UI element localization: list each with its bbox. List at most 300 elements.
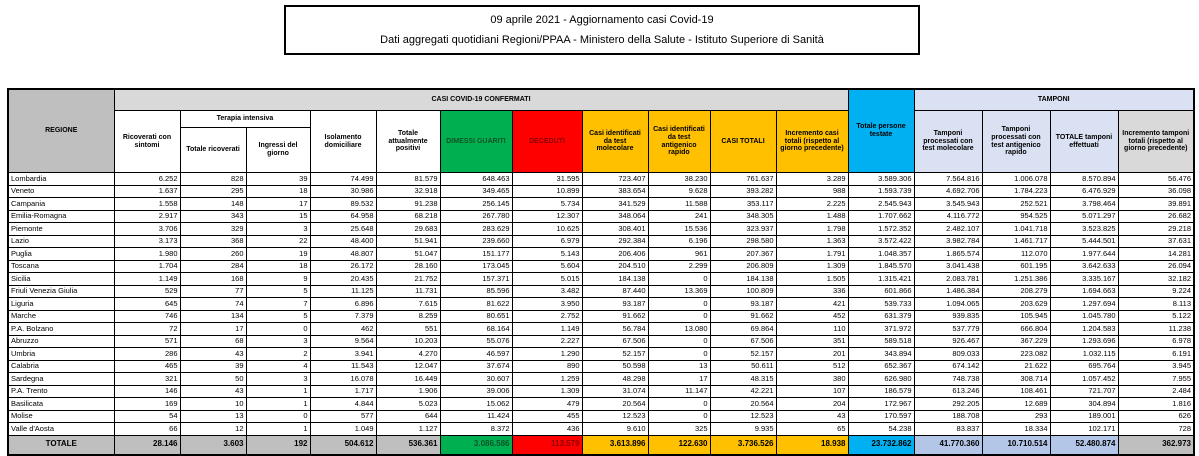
value-cell: 6.978 <box>1118 335 1194 348</box>
value-cell: 18 <box>246 260 310 273</box>
value-cell: 68.164 <box>440 323 512 336</box>
value-cell: 3.950 <box>512 298 582 311</box>
value-cell: 284 <box>180 260 246 273</box>
header-regione: REGIONE <box>8 89 114 173</box>
value-cell: 204.510 <box>582 260 648 273</box>
value-cell: 74.499 <box>310 173 376 186</box>
value-cell: 3.173 <box>114 235 180 248</box>
total-value-cell: 3.613.896 <box>582 435 648 455</box>
value-cell: 1.505 <box>776 273 848 286</box>
value-cell: 112.070 <box>982 248 1050 261</box>
value-cell: 1.637 <box>114 185 180 198</box>
value-cell: 15.062 <box>440 398 512 411</box>
covid-data-table <box>7 88 1195 456</box>
table-row <box>8 223 1194 236</box>
value-cell: 9.935 <box>710 423 776 436</box>
value-cell: 5 <box>246 310 310 323</box>
value-cell: 148 <box>180 198 246 211</box>
value-cell: 2.299 <box>648 260 710 273</box>
value-cell: 746 <box>114 310 180 323</box>
value-cell: 4.844 <box>310 398 376 411</box>
value-cell: 134 <box>180 310 246 323</box>
value-cell: 1.048.357 <box>848 248 914 261</box>
value-cell: 353.117 <box>710 198 776 211</box>
value-cell: 11.424 <box>440 410 512 423</box>
total-value-cell: 28.146 <box>114 435 180 455</box>
value-cell: 20.564 <box>710 398 776 411</box>
table-row <box>8 273 1194 286</box>
value-cell: 54.238 <box>848 423 914 436</box>
value-cell: 3.706 <box>114 223 180 236</box>
value-cell: 93.187 <box>710 298 776 311</box>
value-cell: 108.461 <box>982 385 1050 398</box>
value-cell: 5.444.501 <box>1050 235 1118 248</box>
value-cell: 341.529 <box>582 198 648 211</box>
value-cell: 1.309 <box>512 385 582 398</box>
value-cell: 577 <box>310 410 376 423</box>
region-name: Valle d'Aosta <box>8 423 114 436</box>
value-cell: 0 <box>648 398 710 411</box>
region-name: Puglia <box>8 248 114 261</box>
value-cell: 0 <box>246 323 310 336</box>
value-cell: 0 <box>246 410 310 423</box>
value-cell: 343.894 <box>848 348 914 361</box>
header-group-terapia-intensiva: Terapia intensiva <box>180 111 310 128</box>
value-cell: 304.894 <box>1050 398 1118 411</box>
value-cell: 5.734 <box>512 198 582 211</box>
value-cell: 1 <box>246 385 310 398</box>
value-cell: 2.545.943 <box>848 198 914 211</box>
value-cell: 102.171 <box>1050 423 1118 436</box>
value-cell: 2.484 <box>1118 385 1194 398</box>
value-cell: 2.752 <box>512 310 582 323</box>
header-incremento-tamponi: Incremento tamponi totali (rispetto al giorno precedente) <box>1118 111 1194 173</box>
value-cell: 51.941 <box>376 235 440 248</box>
region-name: Veneto <box>8 185 114 198</box>
value-cell: 1.149 <box>512 323 582 336</box>
value-cell: 512 <box>776 360 848 373</box>
value-cell: 329 <box>180 223 246 236</box>
value-cell: 239.660 <box>440 235 512 248</box>
value-cell: 72 <box>114 323 180 336</box>
value-cell: 1.127 <box>376 423 440 436</box>
value-cell: 12.523 <box>710 410 776 423</box>
region-name: Molise <box>8 410 114 423</box>
value-cell: 172.967 <box>848 398 914 411</box>
value-cell: 7 <box>246 298 310 311</box>
value-cell: 50.598 <box>582 360 648 373</box>
value-cell: 1 <box>246 423 310 436</box>
header-persone-testate: Totale persone testate <box>848 89 914 173</box>
value-cell: 3.289 <box>776 173 848 186</box>
value-cell: 828 <box>180 173 246 186</box>
table-row <box>8 248 1194 261</box>
value-cell: 479 <box>512 398 582 411</box>
table-row <box>8 348 1194 361</box>
value-cell: 17 <box>648 373 710 386</box>
value-cell: 1.290 <box>512 348 582 361</box>
value-cell: 3.798.464 <box>1050 198 1118 211</box>
value-cell: 267.780 <box>440 210 512 223</box>
table-row <box>8 198 1194 211</box>
total-value-cell: 52.480.874 <box>1050 435 1118 455</box>
value-cell: 14.281 <box>1118 248 1194 261</box>
header-group-casi-confermati: CASI COVID-19 CONFERMATI <box>114 89 848 111</box>
value-cell: 1.816 <box>1118 398 1194 411</box>
header-tamponi-molecolare: Tamponi processati con test molecolare <box>914 111 982 173</box>
table-row <box>8 260 1194 273</box>
value-cell: 537.779 <box>914 323 982 336</box>
value-cell: 9.628 <box>648 185 710 198</box>
table-row <box>8 298 1194 311</box>
table-row <box>8 360 1194 373</box>
value-cell: 83.837 <box>914 423 982 436</box>
value-cell: 1.045.780 <box>1050 310 1118 323</box>
value-cell: 1.297.694 <box>1050 298 1118 311</box>
value-cell: 343 <box>180 210 246 223</box>
total-value-cell: 10.710.514 <box>982 435 1050 455</box>
value-cell: 371.972 <box>848 323 914 336</box>
value-cell: 69.864 <box>710 323 776 336</box>
value-cell: 3 <box>246 335 310 348</box>
value-cell: 77 <box>180 285 246 298</box>
value-cell: 89.532 <box>310 198 376 211</box>
value-cell: 6.896 <box>310 298 376 311</box>
region-name: Umbria <box>8 348 114 361</box>
value-cell: 0 <box>648 410 710 423</box>
value-cell: 87.440 <box>582 285 648 298</box>
header-tamponi-antigenico: Tamponi processati con test antigenico rapido <box>982 111 1050 173</box>
value-cell: 2.083.781 <box>914 273 982 286</box>
value-cell: 0 <box>648 310 710 323</box>
value-cell: 1.717 <box>310 385 376 398</box>
value-cell: 761.637 <box>710 173 776 186</box>
value-cell: 26.682 <box>1118 210 1194 223</box>
value-cell: 721.707 <box>1050 385 1118 398</box>
value-cell: 11.543 <box>310 360 376 373</box>
table-row <box>8 323 1194 336</box>
value-cell: 11.238 <box>1118 323 1194 336</box>
value-cell: 5.143 <box>512 248 582 261</box>
value-cell: 601.866 <box>848 285 914 298</box>
value-cell: 613.246 <box>914 385 982 398</box>
value-cell: 368 <box>180 235 246 248</box>
value-cell: 890 <box>512 360 582 373</box>
table-row <box>8 373 1194 386</box>
value-cell: 1.791 <box>776 248 848 261</box>
value-cell: 6.476.929 <box>1050 185 1118 198</box>
table-row <box>8 385 1194 398</box>
value-cell: 16.449 <box>376 373 440 386</box>
value-cell: 51.047 <box>376 248 440 261</box>
value-cell: 10.899 <box>512 185 582 198</box>
total-value-cell: 122.630 <box>648 435 710 455</box>
table-body <box>8 173 1194 455</box>
value-cell: 17 <box>180 323 246 336</box>
region-name: Friuli Venezia Giulia <box>8 285 114 298</box>
value-cell: 15 <box>246 210 310 223</box>
value-cell: 8.259 <box>376 310 440 323</box>
value-cell: 91.662 <box>582 310 648 323</box>
value-cell: 748.738 <box>914 373 982 386</box>
value-cell: 421 <box>776 298 848 311</box>
value-cell: 184.138 <box>582 273 648 286</box>
value-cell: 926.467 <box>914 335 982 348</box>
value-cell: 961 <box>648 248 710 261</box>
value-cell: 292.384 <box>582 235 648 248</box>
value-cell: 10.203 <box>376 335 440 348</box>
value-cell: 3.335.167 <box>1050 273 1118 286</box>
value-cell: 21.752 <box>376 273 440 286</box>
value-cell: 11.731 <box>376 285 440 298</box>
value-cell: 1.204.583 <box>1050 323 1118 336</box>
value-cell: 151.177 <box>440 248 512 261</box>
value-cell: 29.218 <box>1118 223 1194 236</box>
value-cell: 12.047 <box>376 360 440 373</box>
value-cell: 54 <box>114 410 180 423</box>
value-cell: 2.227 <box>512 335 582 348</box>
value-cell: 93.187 <box>582 298 648 311</box>
value-cell: 9.564 <box>310 335 376 348</box>
value-cell: 4 <box>246 360 310 373</box>
value-cell: 80.651 <box>440 310 512 323</box>
value-cell: 37.631 <box>1118 235 1194 248</box>
value-cell: 18.334 <box>982 423 1050 436</box>
value-cell: 105.945 <box>982 310 1050 323</box>
value-cell: 12.689 <box>982 398 1050 411</box>
value-cell: 50 <box>180 373 246 386</box>
header-totale-tamponi: TOTALE tamponi effettuati <box>1050 111 1118 173</box>
value-cell: 7.615 <box>376 298 440 311</box>
value-cell: 3.982.784 <box>914 235 982 248</box>
value-cell: 30.986 <box>310 185 376 198</box>
header-attualmente-positivi: Totale attualmente positivi <box>376 111 440 173</box>
value-cell: 286 <box>114 348 180 361</box>
value-cell: 321 <box>114 373 180 386</box>
value-cell: 81.622 <box>440 298 512 311</box>
value-cell: 293 <box>982 410 1050 423</box>
value-cell: 1.309 <box>776 260 848 273</box>
value-cell: 308.401 <box>582 223 648 236</box>
value-cell: 107 <box>776 385 848 398</box>
value-cell: 260 <box>180 248 246 261</box>
value-cell: 666.804 <box>982 323 1050 336</box>
value-cell: 43 <box>776 410 848 423</box>
value-cell: 5.023 <box>376 398 440 411</box>
total-value-cell: 113.579 <box>512 435 582 455</box>
value-cell: 2 <box>246 348 310 361</box>
value-cell: 3 <box>246 373 310 386</box>
value-cell: 11.147 <box>648 385 710 398</box>
value-cell: 539.733 <box>848 298 914 311</box>
value-cell: 436 <box>512 423 582 436</box>
value-cell: 91.238 <box>376 198 440 211</box>
value-cell: 7.955 <box>1118 373 1194 386</box>
value-cell: 184.138 <box>710 273 776 286</box>
value-cell: 298.580 <box>710 235 776 248</box>
value-cell: 64.958 <box>310 210 376 223</box>
total-value-cell: 3.086.586 <box>440 435 512 455</box>
region-name: Lazio <box>8 235 114 248</box>
value-cell: 367.229 <box>982 335 1050 348</box>
value-cell: 652.367 <box>848 360 914 373</box>
value-cell: 626 <box>1118 410 1194 423</box>
value-cell: 1.293.696 <box>1050 335 1118 348</box>
total-value-cell: 3.736.526 <box>710 435 776 455</box>
header-terapia-totale-ricoverati: Totale ricoverati <box>180 128 246 173</box>
value-cell: 383.654 <box>582 185 648 198</box>
value-cell: 10.625 <box>512 223 582 236</box>
value-cell: 203.629 <box>982 298 1050 311</box>
region-name: P.A. Bolzano <box>8 323 114 336</box>
value-cell: 37.674 <box>440 360 512 373</box>
region-name: Sicilia <box>8 273 114 286</box>
total-value-cell: 41.770.360 <box>914 435 982 455</box>
header-deceduti: DECEDUTI <box>512 111 582 173</box>
value-cell: 295 <box>180 185 246 198</box>
value-cell: 6.252 <box>114 173 180 186</box>
value-cell: 1.259 <box>512 373 582 386</box>
value-cell: 1.049 <box>310 423 376 436</box>
value-cell: 46.597 <box>440 348 512 361</box>
value-cell: 85.596 <box>440 285 512 298</box>
value-cell: 31.074 <box>582 385 648 398</box>
value-cell: 20.435 <box>310 273 376 286</box>
value-cell: 13 <box>648 360 710 373</box>
value-cell: 42.221 <box>710 385 776 398</box>
value-cell: 6.191 <box>1118 348 1194 361</box>
value-cell: 43 <box>180 385 246 398</box>
value-cell: 91.662 <box>710 310 776 323</box>
value-cell: 1.486.384 <box>914 285 982 298</box>
value-cell: 43 <box>180 348 246 361</box>
value-cell: 206.809 <box>710 260 776 273</box>
value-cell: 11.125 <box>310 285 376 298</box>
total-value-cell: 362.973 <box>1118 435 1194 455</box>
value-cell: 30.607 <box>440 373 512 386</box>
value-cell: 3.642.633 <box>1050 260 1118 273</box>
value-cell: 455 <box>512 410 582 423</box>
region-name: P.A. Trento <box>8 385 114 398</box>
value-cell: 393.282 <box>710 185 776 198</box>
value-cell: 462 <box>310 323 376 336</box>
value-cell: 252.521 <box>982 198 1050 211</box>
value-cell: 0 <box>648 298 710 311</box>
value-cell: 5.071.297 <box>1050 210 1118 223</box>
value-cell: 39.891 <box>1118 198 1194 211</box>
value-cell: 3.523.825 <box>1050 223 1118 236</box>
value-cell: 809.033 <box>914 348 982 361</box>
value-cell: 39 <box>246 173 310 186</box>
header-isolamento-domiciliare: Isolamento domiciliare <box>310 111 376 173</box>
value-cell: 207.367 <box>710 248 776 261</box>
value-cell: 1.558 <box>114 198 180 211</box>
value-cell: 1.032.115 <box>1050 348 1118 361</box>
value-cell: 19 <box>246 248 310 261</box>
value-cell: 5.015 <box>512 273 582 286</box>
value-cell: 11.588 <box>648 198 710 211</box>
value-cell: 52.157 <box>710 348 776 361</box>
value-cell: 1.488 <box>776 210 848 223</box>
value-cell: 168 <box>180 273 246 286</box>
value-cell: 32.918 <box>376 185 440 198</box>
region-name: Lombardia <box>8 173 114 186</box>
value-cell: 100.809 <box>710 285 776 298</box>
value-cell: 7.564.816 <box>914 173 982 186</box>
value-cell: 55.076 <box>440 335 512 348</box>
value-cell: 66 <box>114 423 180 436</box>
value-cell: 529 <box>114 285 180 298</box>
value-cell: 256.145 <box>440 198 512 211</box>
value-cell: 32.182 <box>1118 273 1194 286</box>
value-cell: 695.764 <box>1050 360 1118 373</box>
value-cell: 2.917 <box>114 210 180 223</box>
header-casi-test-antigenico: Casi identificati da test antigenico rapido <box>648 111 710 173</box>
value-cell: 22 <box>246 235 310 248</box>
value-cell: 1.149 <box>114 273 180 286</box>
value-cell: 67.506 <box>710 335 776 348</box>
region-name: Emilia-Romagna <box>8 210 114 223</box>
value-cell: 188.708 <box>914 410 982 423</box>
value-cell: 204 <box>776 398 848 411</box>
value-cell: 0 <box>648 348 710 361</box>
value-cell: 28.160 <box>376 260 440 273</box>
value-cell: 186.579 <box>848 385 914 398</box>
value-cell: 9 <box>246 273 310 286</box>
header-group-tamponi: TAMPONI <box>914 89 1194 111</box>
value-cell: 1.906 <box>376 385 440 398</box>
value-cell: 223.082 <box>982 348 1050 361</box>
value-cell: 13 <box>180 410 246 423</box>
value-cell: 12.307 <box>512 210 582 223</box>
value-cell: 1.461.717 <box>982 235 1050 248</box>
value-cell: 3.941 <box>310 348 376 361</box>
total-row <box>8 435 1194 455</box>
value-cell: 26.172 <box>310 260 376 273</box>
value-cell: 10 <box>180 398 246 411</box>
value-cell: 169 <box>114 398 180 411</box>
value-cell: 26.094 <box>1118 260 1194 273</box>
table-row <box>8 310 1194 323</box>
value-cell: 170.597 <box>848 410 914 423</box>
value-cell: 1.593.739 <box>848 185 914 198</box>
total-value-cell: 18.938 <box>776 435 848 455</box>
value-cell: 8.372 <box>440 423 512 436</box>
value-cell: 1.694.663 <box>1050 285 1118 298</box>
value-cell: 38.230 <box>648 173 710 186</box>
value-cell: 9.610 <box>582 423 648 436</box>
value-cell: 3.545.943 <box>914 198 982 211</box>
region-name: Calabria <box>8 360 114 373</box>
value-cell: 674.142 <box>914 360 982 373</box>
region-name: Liguria <box>8 298 114 311</box>
value-cell: 201 <box>776 348 848 361</box>
value-cell: 65 <box>776 423 848 436</box>
value-cell: 241 <box>648 210 710 223</box>
value-cell: 1.363 <box>776 235 848 248</box>
value-cell: 68.218 <box>376 210 440 223</box>
value-cell: 13.369 <box>648 285 710 298</box>
value-cell: 74 <box>180 298 246 311</box>
header-ricoverati-sintomi: Ricoverati con sintomi <box>114 111 180 173</box>
value-cell: 465 <box>114 360 180 373</box>
value-cell: 36.098 <box>1118 185 1194 198</box>
value-cell: 0 <box>648 273 710 286</box>
value-cell: 67.506 <box>582 335 648 348</box>
value-cell: 1.006.078 <box>982 173 1050 186</box>
value-cell: 8.570.894 <box>1050 173 1118 186</box>
value-cell: 348.064 <box>582 210 648 223</box>
